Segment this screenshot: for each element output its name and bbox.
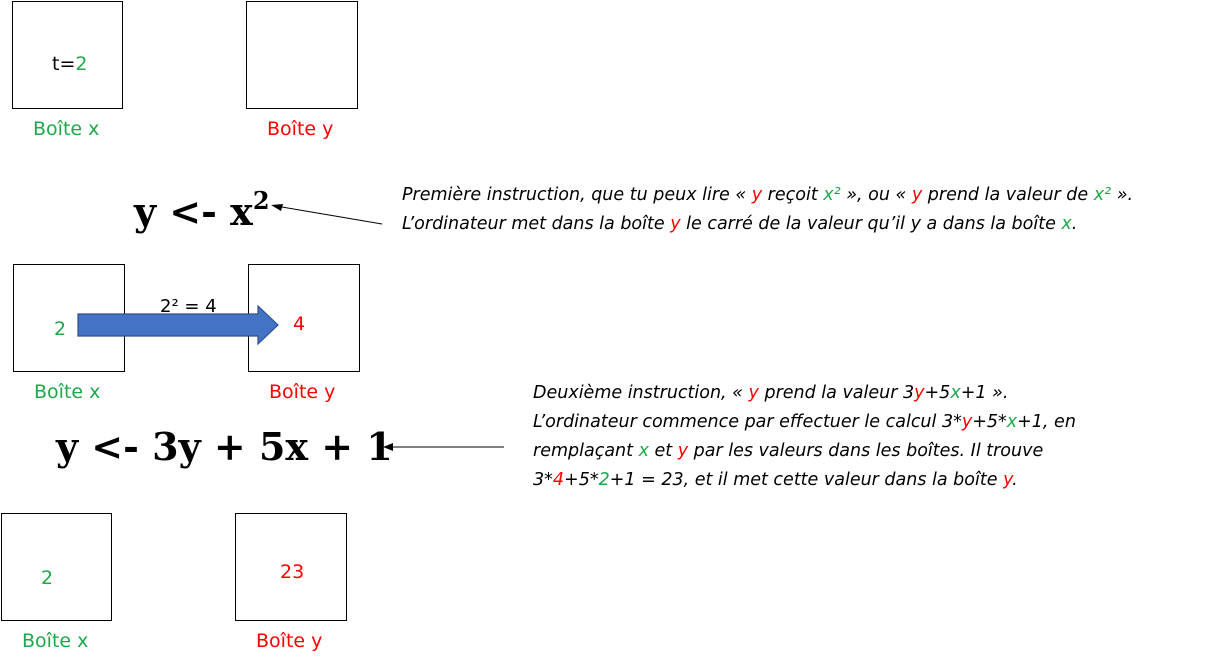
pointer-arrow-1-head bbox=[271, 204, 283, 211]
y-step2-value: 23 bbox=[280, 561, 305, 583]
note-1-line-1: Première instruction, que tu peux lire « y reçoit x² », ou « y prend la valeur de x² ». bbox=[402, 185, 1134, 205]
box-x-initial-label: Boîte x bbox=[33, 118, 100, 140]
pointer-arrow-1 bbox=[276, 206, 382, 224]
formula-2: y <- 3y + 5x + 1 bbox=[56, 424, 393, 469]
note-2-line-3: remplaçant x et y par les valeurs dans les boîtes. Il trouve bbox=[533, 441, 1044, 461]
y-step1-value: 4 bbox=[293, 313, 306, 335]
note-2-line-2: L’ordinateur commence par effectuer le calcul 3*y+5*x+1, en bbox=[533, 412, 1076, 432]
box-y-initial-label: Boîte y bbox=[267, 118, 334, 140]
x-step1-value: 2 bbox=[54, 318, 67, 340]
box-x-step2-label: Boîte x bbox=[22, 630, 89, 652]
formula-1-lhs: y <- x bbox=[134, 189, 253, 234]
box-x-step1-label: Boîte x bbox=[34, 381, 101, 403]
box-y-step1-label: Boîte y bbox=[269, 381, 336, 403]
note-2-line-4: 3*4+5*2+1 = 23, et il met cette valeur dans la boîte y. bbox=[533, 470, 1018, 490]
note-2 bbox=[533, 379, 1076, 495]
x-step2-value: 2 bbox=[41, 567, 54, 589]
box-x-step2 bbox=[1, 513, 112, 621]
note-2-line-1: Deuxième instruction, « y prend la valeur 3y+5x+1 ». bbox=[533, 383, 1009, 403]
formula-1-exponent: 2 bbox=[252, 186, 270, 215]
x-initial-value: 2 bbox=[75, 53, 88, 75]
t-prefix: t= bbox=[52, 53, 76, 75]
calc-label: 2² = 4 bbox=[160, 296, 217, 317]
note-1-line-2: L’ordinateur met dans la boîte y le carré de la valeur qu’il y a dans la boîte x. bbox=[402, 214, 1078, 234]
box-y-step2-label: Boîte y bbox=[256, 630, 323, 652]
